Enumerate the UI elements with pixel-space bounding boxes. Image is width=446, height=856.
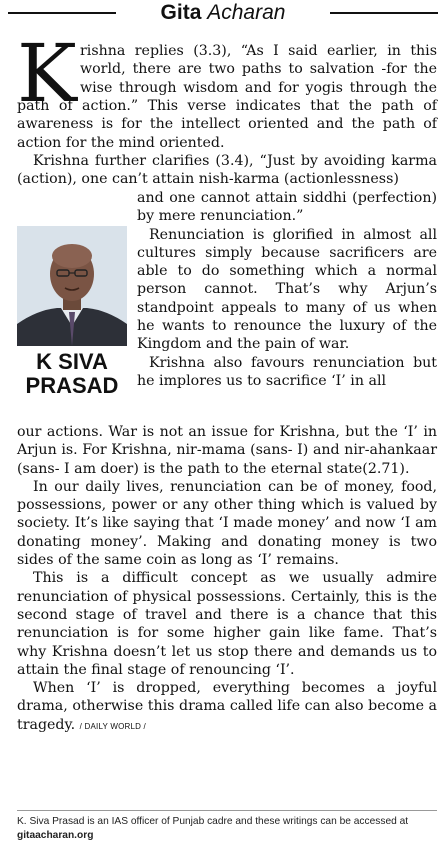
paragraph-4a: Krishna also favours renunciation but he implores us to sacrifice ‘I’ in all bbox=[137, 354, 437, 389]
paragraph-6: This is a difficult concept as we usually admire renunciation of physical possessions. Certainly, this is the second stage of travel and there is a chance that this renunciation is for some higher gain like fame. That’s why Krishna doesn’t let us stop there and demands us to attain the final stage of renouncing ‘I’. bbox=[17, 570, 437, 678]
website-link[interactable]: gitaacharan.org bbox=[17, 830, 94, 841]
header-rule-left bbox=[8, 12, 116, 14]
article-body-top bbox=[17, 97, 437, 188]
p1-line-1: rishna replies (3.3), “As I said earlier, in this bbox=[80, 43, 437, 59]
paragraph-2a: Krishna further clarifies (3.4), “Just by avoiding karma (action), one can’t attain nish-karma (actionlessness) bbox=[17, 152, 437, 188]
article-body-bottom bbox=[17, 423, 437, 736]
article-opening-lines bbox=[80, 42, 437, 97]
paragraph-5: In our daily lives, renunciation can be of money, food, possessions, power or any other thing which is valued by society. It’s like saying that ‘I made money’ and now ‘I am donating money’. Making and donating money is two sides of the same coin as long as ‘I’ remains. bbox=[17, 478, 437, 569]
paragraph-1-rest: path of action.” This verse indicates that the path of awareness is for the intellect oriented and the path of action for the mind oriented. bbox=[17, 98, 437, 151]
paragraph-7: When ‘I’ is dropped, everything becomes a joyful drama, otherwise this drama called life can also become a tragedy. bbox=[17, 680, 437, 733]
title-italic: Acharan bbox=[207, 1, 286, 24]
p1-line-3: wise through wisdom and for yogis through the bbox=[80, 79, 437, 96]
author-name-line-1: K SIVA bbox=[36, 349, 108, 374]
author-note bbox=[17, 815, 437, 843]
article-body-right bbox=[137, 189, 437, 390]
drop-cap: K bbox=[17, 27, 77, 120]
paragraph-4b: our actions. War is not an issue for Krishna, but the ‘I’ in Arjun is. For Krishna, nir-mama (sans- I) and nir-ahankaar (sans- I am doer) is the path to the eternal state(2.71). bbox=[17, 424, 437, 477]
author-name-line-2: PRASAD bbox=[25, 373, 119, 398]
source-credit: / DAILY WORLD / bbox=[79, 721, 146, 731]
header-rule-right bbox=[330, 12, 438, 14]
title-bold: Gita bbox=[160, 1, 202, 24]
paragraph-2b: and one cannot attain siddhi (perfection) by mere renunciation.” bbox=[137, 190, 437, 225]
author-byline bbox=[17, 350, 127, 398]
paragraph-3: Renunciation is glorified in almost all cultures simply because sacrificers are able to do something which a normal person cannot. That’s why Arjun’s standpoint appeals to many of us when he wants to renounce the luxury of the Kingdom and the pain of war. bbox=[137, 226, 437, 353]
column-title bbox=[116, 0, 330, 26]
footer-divider bbox=[17, 810, 437, 811]
author-note-text: K. Siva Prasad is an IAS officer of Punjab cadre and these writings can be accessed at bbox=[17, 816, 409, 827]
author-photo bbox=[17, 226, 127, 346]
column-header bbox=[0, 0, 446, 26]
p1-line-2: world, there are two paths to salvation -for the bbox=[80, 61, 437, 78]
